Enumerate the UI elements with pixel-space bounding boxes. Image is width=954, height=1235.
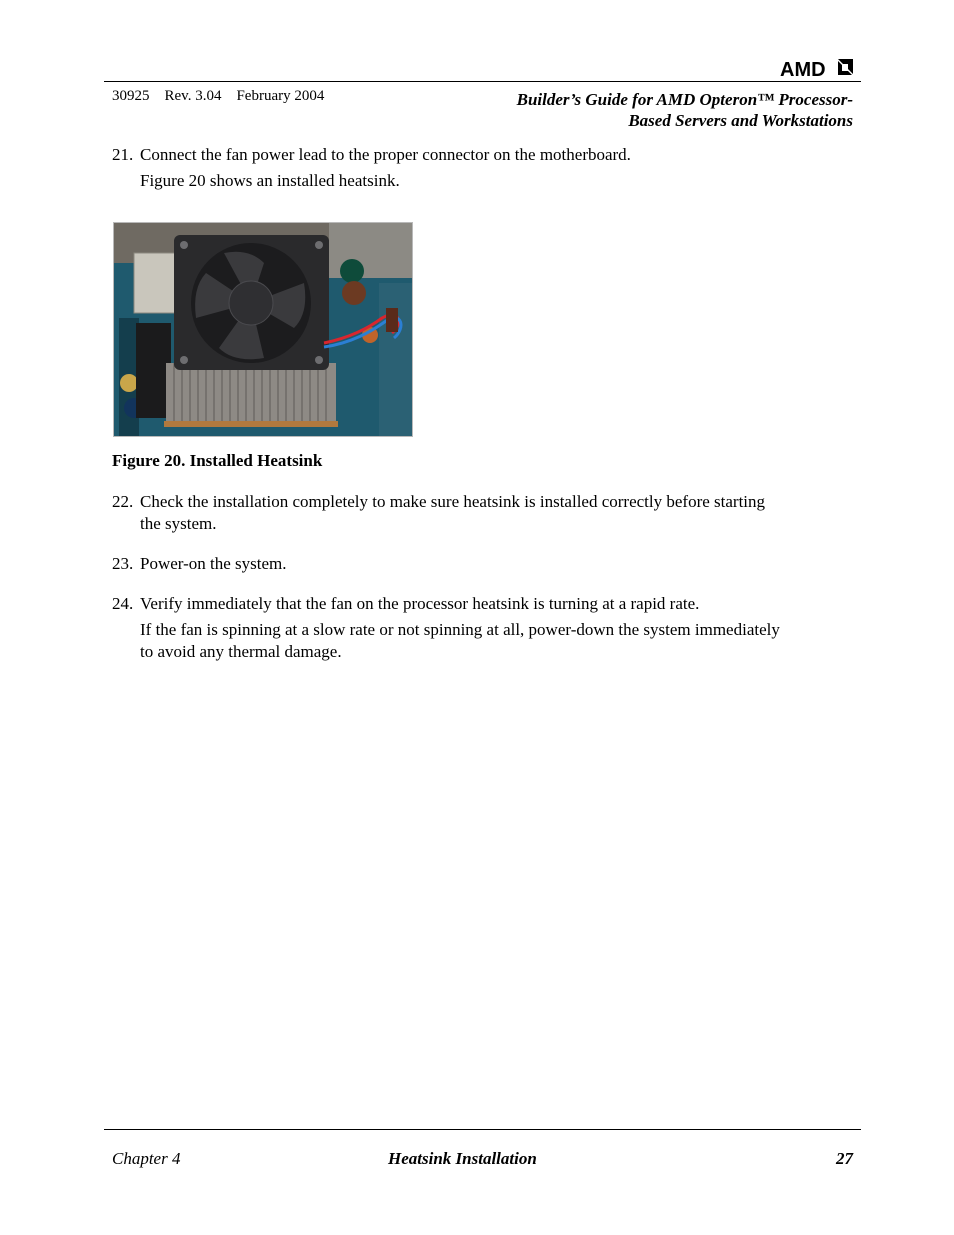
step-24-note-continued: to avoid any thermal damage. [140, 642, 342, 661]
footer-page-number: 27 [836, 1149, 853, 1168]
figure-caption: Figure 20. Installed Heatsink [112, 451, 323, 470]
step-24-note: If the fan is spinning at a slow rate or not spinning at all, power-down the system immediately [140, 620, 780, 639]
doc-date: February 2004 [236, 88, 325, 104]
step-number: 23. [112, 554, 134, 573]
step-23 [112, 553, 287, 575]
step-number: 24. [112, 594, 134, 613]
fan-connector [386, 308, 398, 332]
doc-title-line1: Builder’s Guide for AMD Opteron™ Processor- [516, 90, 853, 109]
doc-title-line2: Based Servers and Workstations [628, 111, 853, 130]
step-24 [112, 593, 699, 615]
footer-rule [104, 1129, 861, 1130]
heatsink-illustration [114, 223, 413, 437]
doc-number: 30925 [112, 88, 150, 104]
step-text: Check the installation completely to make sure heatsink is installed correctly before starting [140, 492, 766, 511]
step-22-continued: the system. [140, 514, 217, 533]
step-text: Connect the fan power lead to the proper connector on the motherboard. [140, 145, 631, 164]
header-rule [104, 81, 861, 82]
footer-section: Heatsink Installation [388, 1149, 537, 1168]
step-number: 22. [112, 492, 134, 511]
step-text: Verify immediately that the fan on the processor heatsink is turning at a rapid rate. [140, 594, 700, 613]
step-text: Power-on the system. [140, 554, 287, 573]
step-21-note: Figure 20 shows an installed heatsink. [140, 171, 400, 190]
step-21 [112, 144, 631, 166]
amd-logo-text: AMD [780, 59, 826, 80]
doc-meta [112, 88, 324, 105]
footer-chapter: Chapter 4 [112, 1149, 181, 1168]
doc-revision: Rev. 3.04 [164, 88, 222, 104]
amd-logo [780, 56, 854, 80]
retention-bracket [136, 323, 171, 418]
heatsink-photo [113, 222, 413, 437]
step-number: 21. [112, 145, 134, 164]
step-22 [112, 491, 765, 513]
doc-title [517, 89, 853, 131]
